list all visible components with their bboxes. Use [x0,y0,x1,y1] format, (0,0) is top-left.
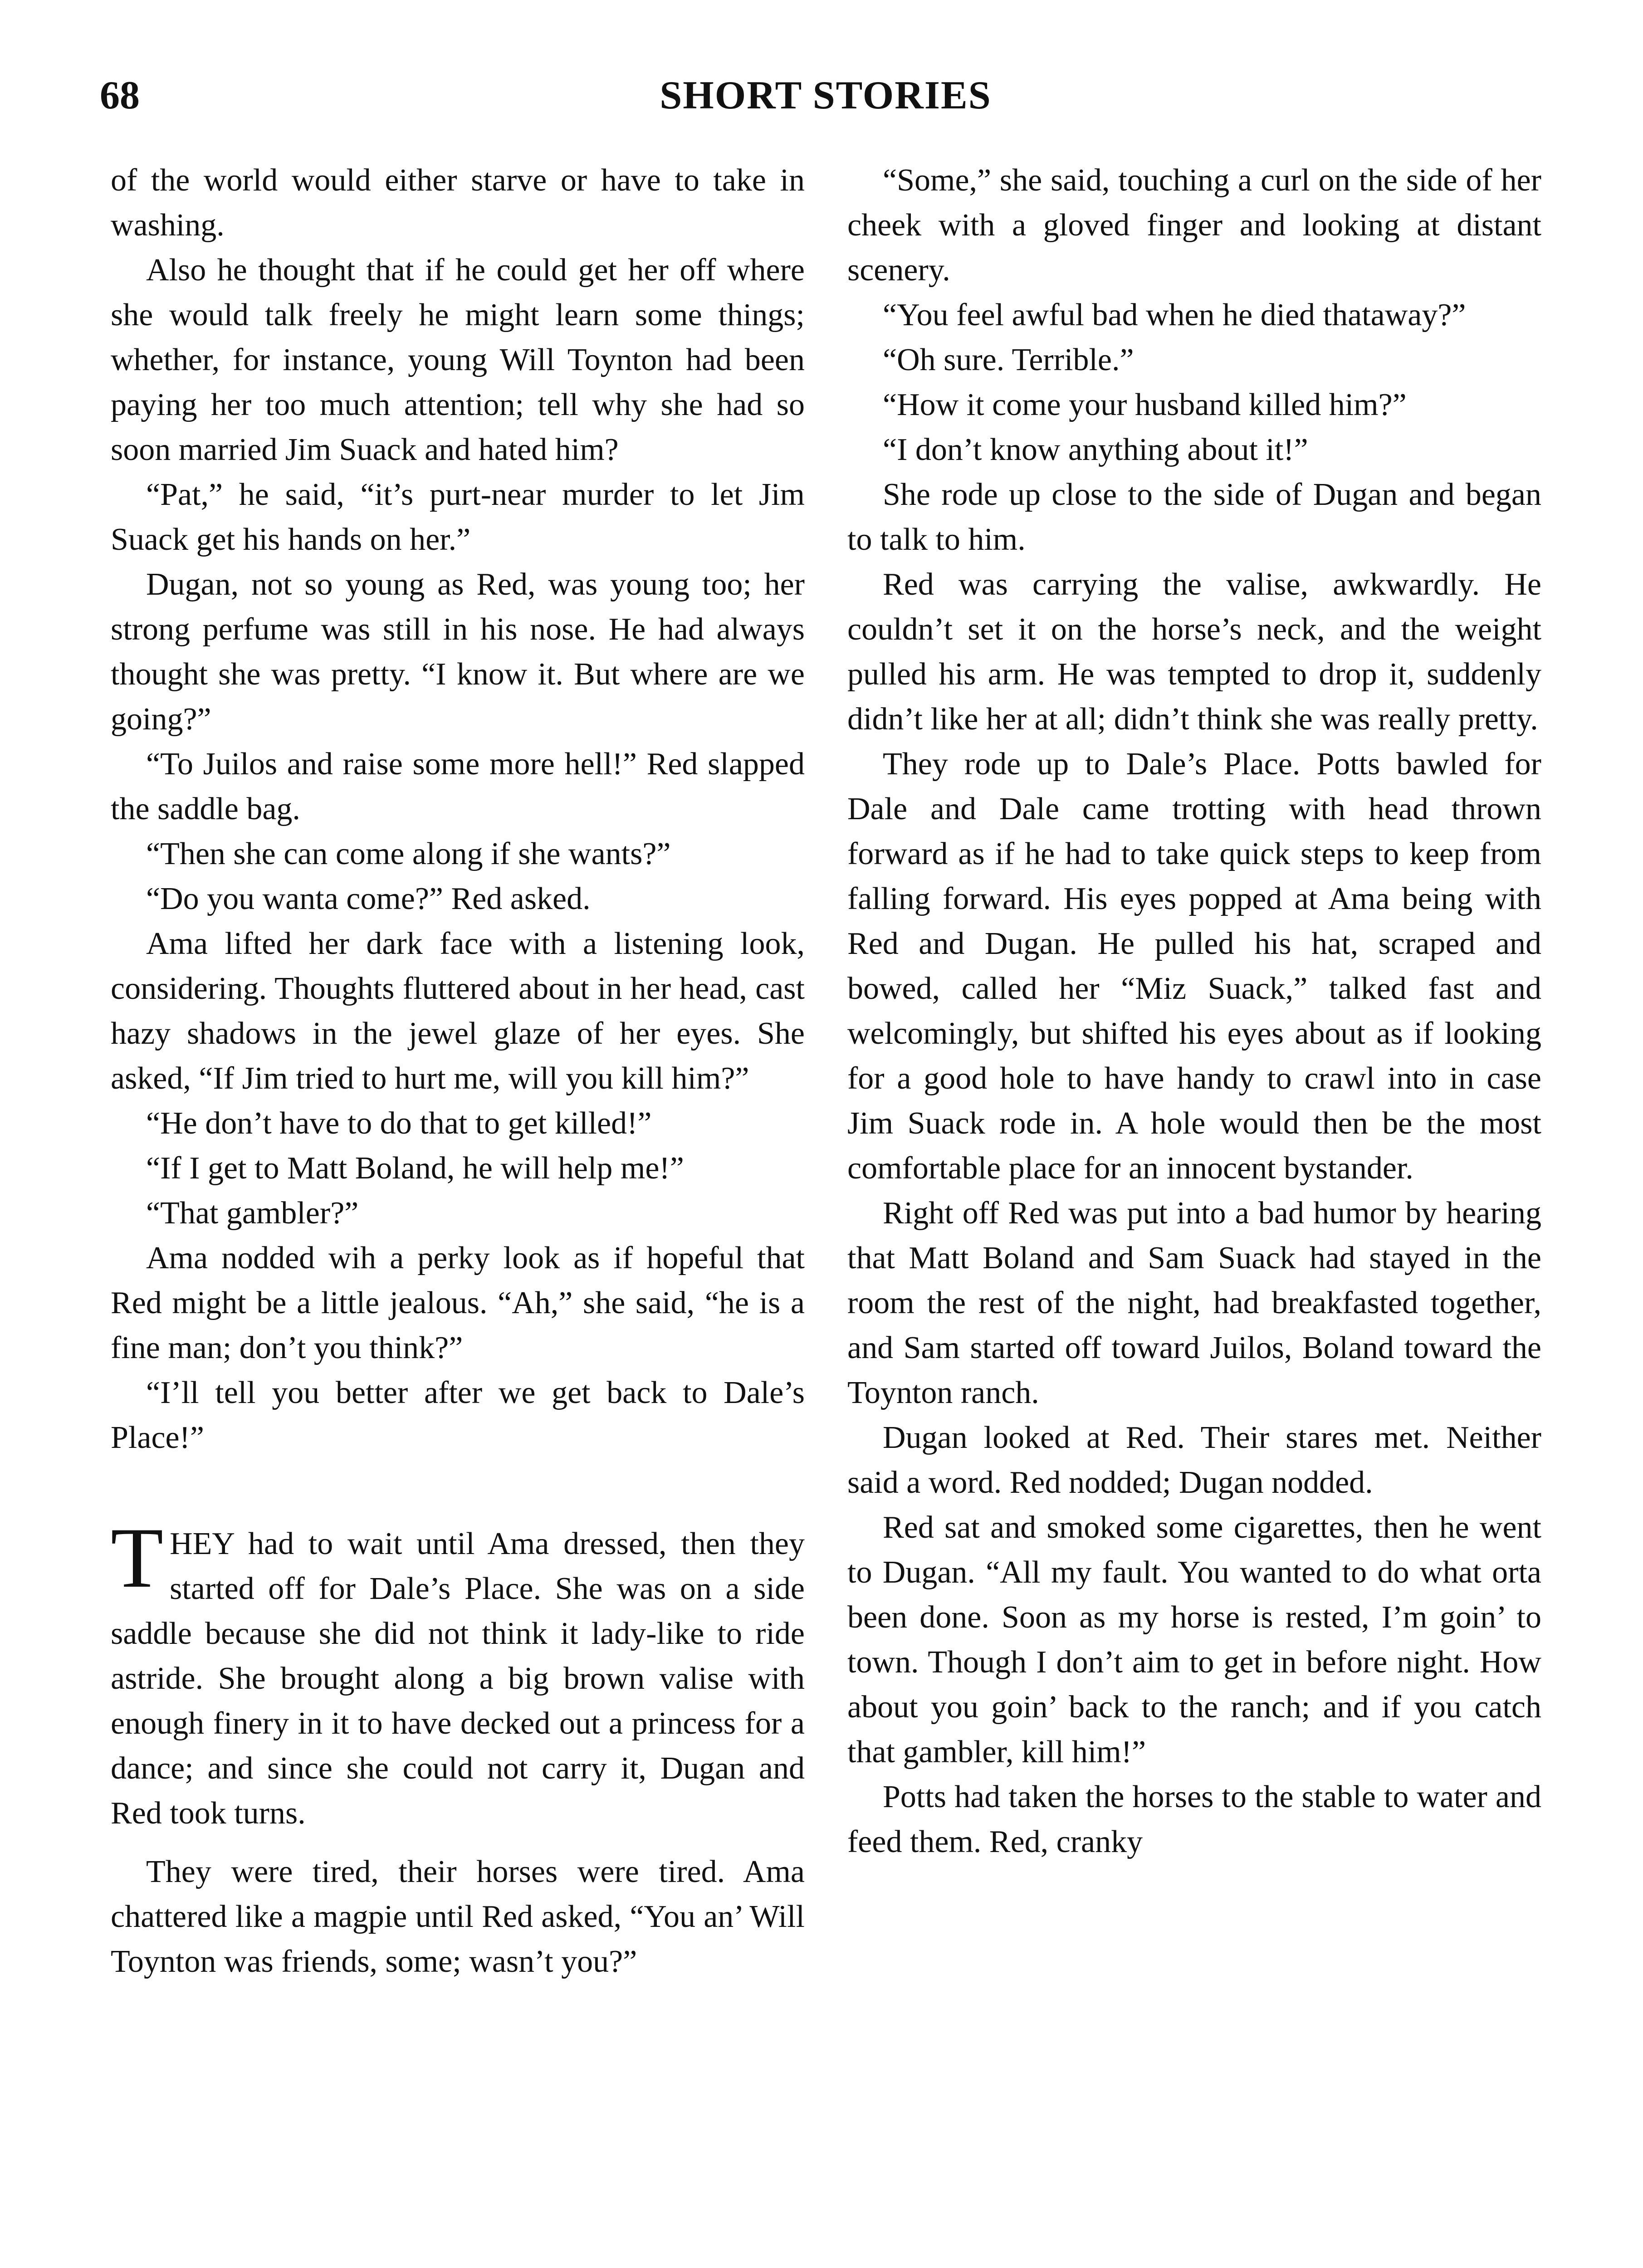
paragraph: “Pat,” he said, “it’s purt-near murder to let Jim Suack get his hands on her.” [111,477,805,557]
paragraph: “That gambler?” [146,1196,359,1231]
paragraph: Also he thought that if he could get her off where she would talk freely he might learn some things; whether, for instance, young Will Toynton had been paying her too much attention; tell why she had so soon married Jim Suack and hated him? [111,253,805,467]
left-column [111,158,805,1984]
paragraph: She rode up close to the side of Dugan and began to talk to him. [847,477,1541,557]
paragraph: Red was carrying the valise, awkwardly. He couldn’t set it on the horse’s neck, and the weight pulled his arm. He was tempted to drop it, suddenly didn’t like her at all; didn’t think she was really pretty. [847,567,1541,737]
paragraph: “Oh sure. Terrible.” [883,342,1134,377]
paragraph: “If I get to Matt Boland, he will help me!” [146,1151,684,1186]
paragraph: “I’ll tell you better after we get back to Dale’s Place!” [111,1375,805,1455]
section-first-word: HEY [170,1526,234,1561]
page-number: 68 [100,73,140,117]
paragraph: Red sat and smoked some cigarettes, then he went to Dugan. “All my fault. You wanted to do what orta been done. Soon as my horse is rested, I’m goin’ to town. Though I don’t aim to get in before night. How about you goin’ back to the ranch; and if you catch that gambler, kill him!” [847,1510,1541,1769]
paragraph: “How it come your husband killed him?” [883,387,1407,422]
paragraph: Dugan, not so young as Red, was young too; her strong perfume was still in his nose. He had always thought she was pretty. “I know it. But where are we going?” [111,567,805,737]
paragraph: They were tired, their horses were tired. Ama chattered like a magpie until Red asked, “You an’ Will Toynton was friends, some; wasn’t you?” [111,1854,805,1979]
paragraph: Ama lifted her dark face with a listening look, considering. Thoughts fluttered about in her head, cast hazy shadows in the jewel glaze of her eyes. She asked, “If Jim tried to hurt me, will you kill him?” [111,926,805,1096]
paragraph: Dugan looked at Red. Their stares met. Neither said a word. Red nodded; Dugan nodded. [847,1420,1541,1500]
paragraph: They rode up to Dale’s Place. Potts bawled for Dale and Dale came trotting with head thrown forward as if he had to take quick steps to keep from falling forward. His eyes popped at Ama being with Red and Dugan. He pulled his hat, scraped and bowed, called her “Miz Suack,” talked fast and welcomingly, but shifted his eyes about as if looking for a good hole to have handy to crawl into in case Jim Suack rode in. A hole would then be the most comfortable place for an innocent bystander. [847,747,1541,1186]
right-column [847,158,1541,1864]
paragraph: Potts had taken the horses to the stable to water and feed them. Red, cranky [847,1779,1541,1859]
running-title: SHORT STORIES [660,73,992,117]
paragraph: Right off Red was put into a bad humor by hearing that Matt Boland and Sam Suack had stayed in the room the rest of the night, had breakfasted together, and Sam started off toward Juilos, Boland toward the Toynton ranch. [847,1196,1541,1410]
paragraph: “He don’t have to do that to get killed!” [146,1106,652,1141]
section-start-paragraph [111,1510,805,1836]
paragraph: “Some,” she said, touching a curl on the side of her cheek with a gloved finger and looking at distant scenery. [847,163,1541,288]
drop-cap: T [111,1510,164,1606]
paragraph: “Then she can come along if she wants?” [146,836,671,871]
paragraph: Ama nodded wih a perky look as if hopeful that Red might be a little jealous. “Ah,” she said, “he is a fine man; don’t you think?” [111,1241,805,1365]
section-first-rest: had to wait until Ama dressed, then they started off for Dale’s Place. She was on a side saddle because she did not think it lady-like to ride astride. She brought along a big brown valise with enough finery in it to have decked out a princess for a dance; and since she could not carry it, Dugan and Red took turns. [111,1526,805,1831]
paragraph: “I don’t know anything about it!” [883,432,1308,467]
paragraph: “To Juilos and raise some more hell!” Red slapped the saddle bag. [111,747,805,826]
paragraph: of the world would either starve or have to take in washing. [111,163,805,243]
paragraph: “Do you wanta come?” Red asked. [146,881,591,916]
page-header [100,73,1551,132]
paragraph: “You feel awful bad when he died thataway?” [883,298,1466,332]
